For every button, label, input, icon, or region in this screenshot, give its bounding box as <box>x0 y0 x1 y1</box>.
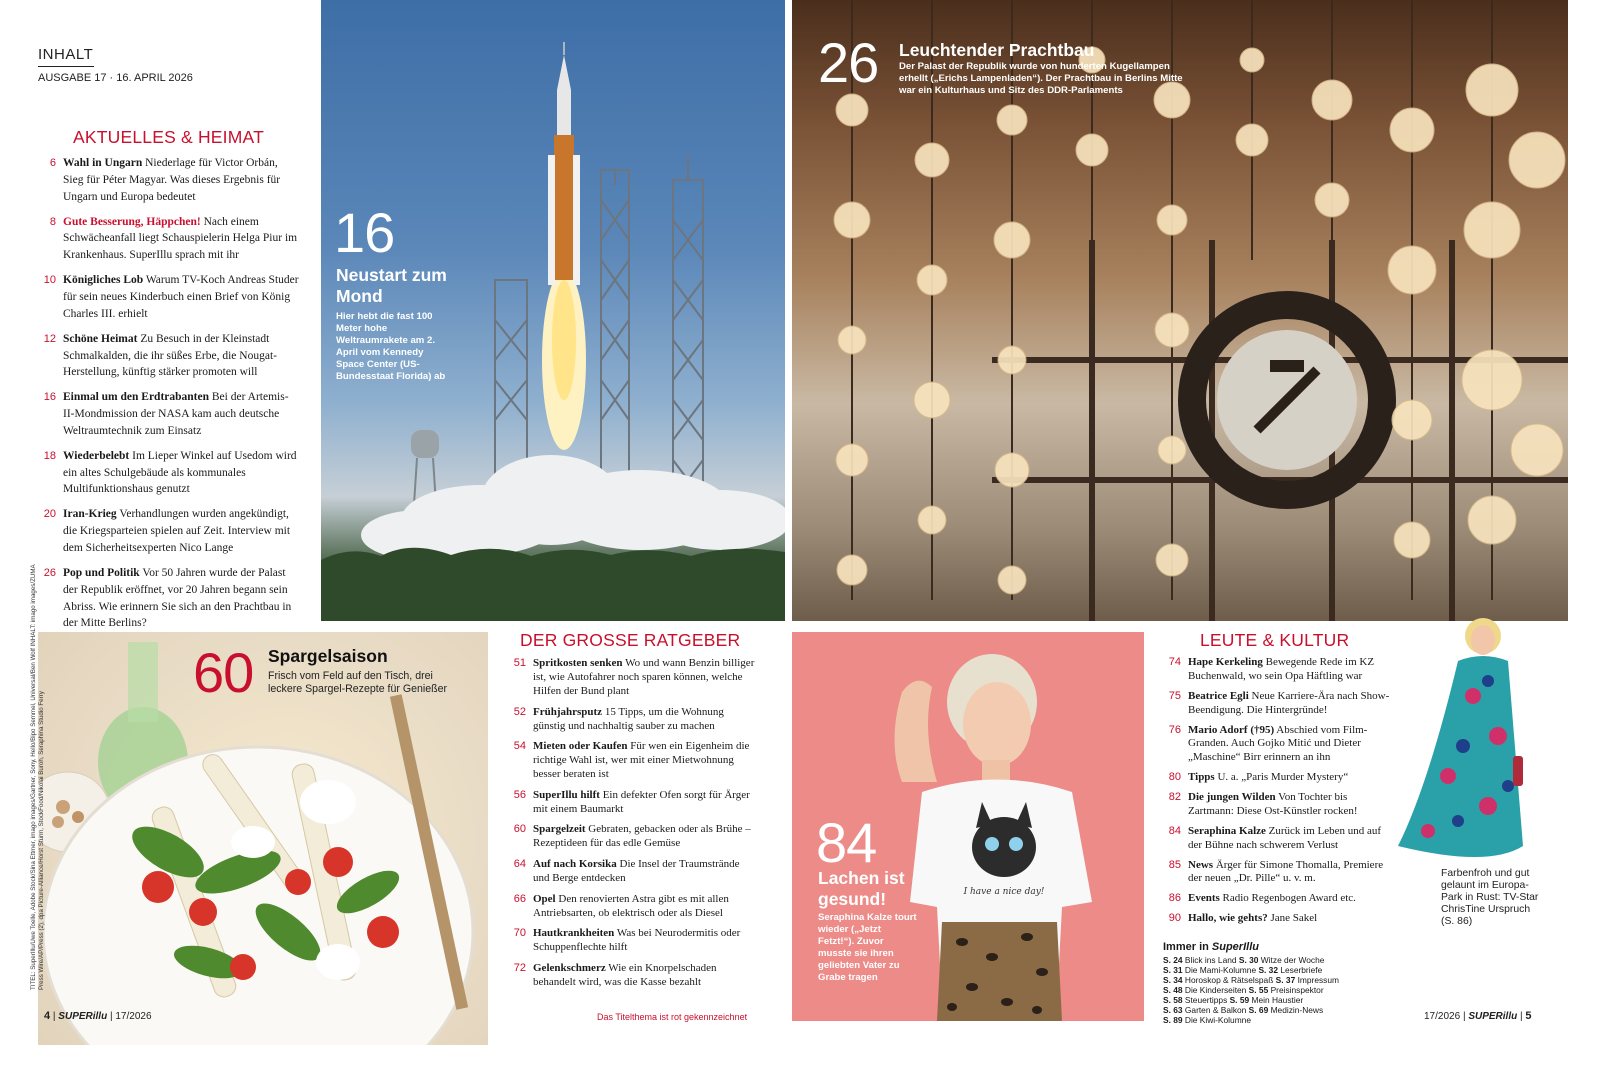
toc-entry-title: Wiederbelebt <box>63 449 130 462</box>
regular-section-row <box>1163 1005 1393 1015</box>
toc-entry-title: Auf nach Korsika <box>533 857 617 870</box>
toc-entry-text <box>1188 859 1395 887</box>
toc-ratgeber-entry[interactable] <box>508 961 758 989</box>
toc-ratgeber-entry[interactable] <box>508 892 758 920</box>
toc-entry-description: Was bei Neurodermitis oder Schuppenflechte hilft <box>533 927 741 954</box>
regular-section-label[interactable]: Medizin-News <box>1270 1005 1324 1015</box>
toc-page-number: 66 <box>513 892 526 905</box>
toc-page-number: 60 <box>513 823 526 836</box>
toc-entry-text <box>533 926 758 954</box>
toc-entry-description: Wo und wann Benzin billiger ist, wie Autofahrer noch sparen können, welche Hilfen der Bund plant <box>533 657 755 697</box>
page-title: INHALT <box>38 46 94 63</box>
toc-entry-title: Gute Besserung, Häppchen! <box>63 215 201 228</box>
regular-section-row <box>1163 955 1393 965</box>
regular-section-row <box>1163 995 1393 1005</box>
toc-entry-text <box>1188 791 1395 819</box>
toc-entry-description: 15 Tipps, um die Wohnung günstig und nachhaltig sauber zu machen <box>533 705 724 732</box>
toc-entry-text <box>1188 724 1395 765</box>
toc-entry-title: Gelenkschmerz <box>533 961 606 974</box>
toc-page-number: 20 <box>43 508 56 521</box>
toc-entry-text <box>533 822 758 850</box>
page-number-left: 4 <box>44 1010 51 1022</box>
toc-leute <box>1163 656 1395 932</box>
regular-section-label[interactable]: Garten & Balkon <box>1184 1005 1247 1015</box>
toc-entry-description: Im Lieper Winkel auf Usedom wird ein altes Schulgebäude als kommunales Multifunktionshaus genutzt <box>63 449 297 496</box>
toc-leute-entry[interactable] <box>1163 724 1395 765</box>
toc-ratgeber-entry[interactable] <box>508 705 758 733</box>
toc-entry-description: Verhandlungen wurden angekündigt, die Kriegsparteien spielen auf Zeit. Interview mit dem Sicherheitsexperten Nico Lange <box>63 508 291 555</box>
regular-section-page: S. 37 <box>1275 975 1296 985</box>
toc-entry-description: Gebraten, gebacken oder als Brühe – Rezeptideen für das edle Gemüse <box>533 823 751 850</box>
toc-entry-text <box>533 656 758 698</box>
toc-entry-text <box>1188 771 1395 785</box>
toc-aktuelles-entry[interactable] <box>38 214 300 264</box>
toc-leute-entry[interactable] <box>1163 791 1395 819</box>
section-heading-aktuelles: AKTUELLES & HEIMAT <box>73 127 264 147</box>
toc-entry-description: Zurück im Leben und auf der Bühne nach schwerem Verlust <box>1188 824 1382 851</box>
footer-right <box>1424 1010 1532 1022</box>
toc-entry-title: Pop und Politik <box>63 567 140 580</box>
regular-section-page: S. 69 <box>1248 1005 1269 1015</box>
toc-entry-text <box>63 565 300 632</box>
toc-entry-title: SuperIllu hilft <box>533 788 600 801</box>
toc-entry-title: Frühjahrsputz <box>533 705 603 718</box>
toc-entry-text <box>63 448 300 498</box>
feature-number-lachen: 84 <box>816 811 877 874</box>
toc-leute-entry[interactable] <box>1163 825 1395 853</box>
toc-entry-description: Ein defekter Ofen sorgt für Ärger mit einem Baumarkt <box>533 788 750 815</box>
toc-page-number: 54 <box>513 740 526 753</box>
toc-page-number: 90 <box>1168 912 1181 925</box>
feature-number-spargel: 60 <box>193 641 254 704</box>
toc-entry-title: Hautkrankheiten <box>533 927 615 940</box>
toc-page-number: 84 <box>1168 824 1181 837</box>
regular-section-label[interactable]: Die Kiwi-Kolumne <box>1184 1015 1251 1025</box>
footer-separator: | <box>52 1011 59 1022</box>
toc-entry-text <box>63 506 300 556</box>
feature-caption-kultur: Farbenfroh und gut gelaunt im Europa-Park in Rust: TV-Star ChrisTine Urspruch (S. 86) <box>1441 868 1539 927</box>
regular-section-page: S. 63 <box>1163 1005 1183 1015</box>
toc-entry-text <box>533 705 758 733</box>
toc-entry-title: Beatrice Egli <box>1188 689 1249 702</box>
toc-aktuelles-entry[interactable] <box>38 331 300 381</box>
feature-title-spargel: Spargelsaison <box>268 646 388 666</box>
toc-entry-text <box>63 214 300 264</box>
toc-entry-title: Spritkosten senken <box>533 657 623 669</box>
toc-page-number: 76 <box>1168 723 1181 736</box>
regular-section-page: S. 55 <box>1248 985 1269 995</box>
toc-leute-entry[interactable] <box>1163 771 1395 785</box>
footer-left <box>44 1010 152 1022</box>
toc-page-number: 51 <box>513 657 526 669</box>
toc-entry-description: U. a. „Paris Murder Mystery“ <box>1214 771 1349 784</box>
toc-ratgeber-entry[interactable] <box>508 656 758 698</box>
toc-entry-title: Spargelzeit <box>533 823 586 836</box>
regular-section-label[interactable]: Blick ins Land <box>1184 955 1237 965</box>
section-heading-ratgeber: DER GROSSE RATGEBER <box>520 630 741 650</box>
regular-sections-box <box>1163 941 1393 1025</box>
toc-aktuelles-entry[interactable] <box>38 155 300 205</box>
feature-title-rocket: Neustart zum Mond <box>336 265 447 306</box>
title-underline <box>38 66 94 67</box>
toc-ratgeber-entry[interactable] <box>508 857 758 885</box>
toc-entry-description: Niederlage für Victor Orbán, Sieg für Péter Magyar. Was dieses Ergebnis für Ungarn und Europa bedeutet <box>63 157 281 203</box>
footer-separator: | <box>109 1011 116 1022</box>
regular-section-row <box>1163 975 1393 985</box>
toc-entry-title: Iran-Krieg <box>63 508 117 521</box>
toc-page-number: 8 <box>49 215 56 228</box>
regular-section-label[interactable]: Steuertipps <box>1184 995 1228 1005</box>
toc-aktuelles <box>38 155 300 640</box>
regular-section-row <box>1163 965 1393 975</box>
toc-entry-description: Zu Besuch in der Kleinstadt Schmalkalden, die ihr süßes Erbe, die Nougat-Herstellung, künftig stärker promoten will <box>63 332 277 379</box>
toc-leute-entry[interactable] <box>1163 892 1395 906</box>
feature-number-palast: 26 <box>818 31 879 94</box>
regular-sections-title <box>1163 941 1393 953</box>
feature-caption-spargel: Frisch vom Feld auf den Tisch, drei leckere Spargel-Rezepte für Genießer <box>268 670 448 695</box>
footer-brand-left: SUPERillu <box>58 1011 108 1022</box>
toc-leute-entry[interactable] <box>1163 690 1395 718</box>
issue-date: AUSGABE 17 · 16. APRIL 2026 <box>38 72 193 84</box>
toc-entry-description: Warum TV-Koch Andreas Studer für sein neues Kinderbuch einen Brief von König Charles III. erhielt <box>63 274 299 320</box>
toc-page-number: 6 <box>49 157 56 169</box>
regular-section-row <box>1163 985 1393 995</box>
toc-aktuelles-entry[interactable] <box>38 389 300 439</box>
toc-entry-title: Königliches Lob <box>63 274 144 287</box>
footer-separator: | <box>1462 1011 1469 1022</box>
toc-leute-entry[interactable] <box>1163 656 1395 684</box>
regular-section-label[interactable]: Impressum <box>1297 975 1339 985</box>
toc-entry-description: Bei der Artemis-II-Mondmission der NASA kam auch deutsche Weltraumtechnik zum Einsatz <box>63 391 289 437</box>
toc-entry-title: News <box>1188 858 1214 871</box>
toc-entry-description: Bewegende Rede im KZ Buchenwald, wo sein Opa Häftling war <box>1188 656 1375 682</box>
toc-entry-description: Ärger für Simone Thomalla, Premiere der neuen „Dr. Pille“ u. v. m. <box>1188 858 1384 885</box>
toc-entry-text <box>63 155 300 205</box>
christine-urspruch-photo[interactable] <box>1388 606 1538 868</box>
toc-ratgeber <box>508 656 758 995</box>
feature-number-rocket: 16 <box>334 201 395 264</box>
regular-sections-title-brand: SuperIllu <box>1211 941 1259 953</box>
toc-entry-title: Wahl in Ungarn <box>63 157 143 169</box>
feature-caption-palast: Der Palast der Republik wurde von hunderten Kugellampen erhellt („Erichs Lampenladen“). Der Prachtbau in Berlins Mitte war ein Kulturhaus und Sitz des DDR-Parlaments <box>899 61 1183 96</box>
feature-caption-rocket: Hier hebt die fast 100 Meter hohe Weltraumrakete am 2. April vom Kennedy Space Center (US-Bundesstaat Florida) ab <box>336 311 446 382</box>
toc-page-number: 82 <box>1168 791 1181 804</box>
toc-entry-text <box>1188 825 1395 853</box>
toc-entry-title: Mieten oder Kaufen <box>533 740 628 753</box>
toc-leute-entry[interactable] <box>1163 859 1395 887</box>
toc-page-number: 75 <box>1168 689 1181 702</box>
regular-section-page: S. 30 <box>1238 955 1259 965</box>
toc-page-number: 18 <box>43 449 56 462</box>
toc-page-number: 85 <box>1168 858 1181 871</box>
toc-page-number: 52 <box>513 705 526 718</box>
toc-entry-description: Den renovierten Astra gibt es mit allen Antriebsarten, ob elektrisch oder als Diesel <box>533 892 729 919</box>
footer-brand-right: SUPERillu <box>1468 1011 1518 1022</box>
toc-entry-title: Hape Kerkeling <box>1188 656 1263 668</box>
toc-entry-text <box>63 331 300 381</box>
toc-ratgeber-entry[interactable] <box>508 739 758 781</box>
feature-title-lachen: Lachen ist gesund! <box>818 868 905 909</box>
toc-aktuelles-entry[interactable] <box>38 448 300 498</box>
toc-entry-text <box>63 272 300 322</box>
toc-entry-title: Tipps <box>1188 771 1215 784</box>
feature-title-palast: Leuchtender Prachtbau <box>899 40 1095 60</box>
toc-entry-description: Vor 50 Jahren wurde der Palast der Republik eröffnet, vor 20 Jahren begann sein Abriss. Wie erinnern Sie sich an den Prachtbau in der Mitte Berlins? <box>63 567 292 630</box>
toc-page-number: 16 <box>43 391 56 404</box>
toc-entry-title: Schöne Heimat <box>63 332 138 345</box>
toc-entry-description: Radio Regenbogen Award etc. <box>1219 892 1356 905</box>
regular-sections-title-prefix: Immer in <box>1163 941 1212 953</box>
toc-ratgeber-entry[interactable] <box>508 822 758 850</box>
toc-page-number: 70 <box>513 927 526 940</box>
footer-separator: | <box>1520 1011 1526 1022</box>
toc-page-number: 10 <box>43 274 56 287</box>
regular-sections-list <box>1163 955 1393 1025</box>
regular-section-page: S. 32 <box>1258 965 1278 975</box>
toc-entry-text <box>1188 892 1395 906</box>
toc-entry-text <box>533 857 758 885</box>
toc-entry-description: Die Insel der Traumstrände und Berge entdecken <box>533 857 740 884</box>
regular-section-page: S. 48 <box>1163 985 1183 995</box>
toc-entry-title: Events <box>1188 892 1220 905</box>
tshirt-print-text: I have a nice day! <box>963 887 1045 897</box>
regular-section-label[interactable]: Witze der Woche <box>1260 955 1325 965</box>
cover-story-note: Das Titelthema ist rot gekennzeichnet <box>597 1012 748 1022</box>
toc-entry-text <box>533 788 758 816</box>
dress-figure-illustration <box>1388 606 1538 868</box>
toc-entry-description: Abschied vom Film-Granden. Auch Gojko Mitić und Dieter „Maschine“ Birr erinnern an ihn <box>1188 723 1368 764</box>
regular-section-page: S. 59 <box>1229 995 1250 1005</box>
section-heading-leute: LEUTE & KULTUR <box>1200 630 1350 650</box>
toc-page-number: 72 <box>513 961 526 974</box>
regular-section-page: S. 89 <box>1163 1015 1183 1025</box>
toc-entry-text <box>1188 912 1395 926</box>
toc-entry-description: Jane Sakel <box>1267 912 1318 925</box>
toc-entry-text <box>1188 656 1395 684</box>
regular-section-label[interactable]: Horoskop & Rätselspaß <box>1184 975 1274 985</box>
toc-page-number: 26 <box>43 567 56 580</box>
toc-entry-description: Nach einem Schwächeanfall liegt Schauspielerin Helga Piur im Krankenhaus. SuperIllu sprach mit ihr <box>63 215 298 262</box>
regular-section-page: S. 24 <box>1163 955 1183 965</box>
toc-page-number: 64 <box>513 857 526 870</box>
toc-entry-title: Die jungen Wilden <box>1188 791 1276 804</box>
regular-section-row <box>1163 1015 1393 1025</box>
toc-ratgeber-entry[interactable] <box>508 926 758 954</box>
toc-entry-title: Mario Adorf (†95) <box>1188 723 1275 736</box>
toc-page-number: 74 <box>1168 656 1181 668</box>
toc-ratgeber-entry[interactable] <box>508 788 758 816</box>
toc-page-number: 86 <box>1168 892 1181 905</box>
regular-section-label[interactable]: Mein Haustier <box>1251 995 1304 1005</box>
toc-page-number: 56 <box>513 788 526 801</box>
toc-entry-title: Hallo, wie gehts? <box>1188 912 1268 925</box>
toc-entry-title: Seraphina Kalze <box>1188 824 1266 837</box>
regular-section-label[interactable]: Die Mami-Kolumne <box>1184 965 1257 975</box>
feature-caption-lachen: Seraphina Kalze tourt wieder („Jetzt Fetzt!“). Zuvor musste sie ihren geliebten Vater zu Grabe tragen <box>818 912 917 983</box>
toc-entry-title: Opel <box>533 892 556 905</box>
toc-entry-text <box>533 892 758 920</box>
regular-section-label[interactable]: Preisinspektor <box>1270 985 1324 995</box>
regular-section-page: S. 58 <box>1163 995 1183 1005</box>
toc-aktuelles-entry[interactable] <box>38 272 300 322</box>
toc-page-number: 80 <box>1168 771 1181 784</box>
toc-aktuelles-entry[interactable] <box>38 506 300 556</box>
regular-section-label[interactable]: Leserbriefe <box>1280 965 1323 975</box>
toc-aktuelles-entry[interactable] <box>38 565 300 632</box>
toc-entry-text <box>533 739 758 781</box>
toc-entry-description: Von Tochter bis Zartmann: Diese Ost-Künstler rocken! <box>1188 791 1358 817</box>
toc-entry-description: Neue Karriere-Ära nach Show-Beendigung. Die Hintergründe! <box>1188 689 1390 716</box>
toc-entry-title: Einmal um den Erdtrabanten <box>63 391 210 404</box>
toc-entry-text <box>533 961 758 989</box>
toc-entry-description: Wie ein Knorpelschaden behandelt wird, was die Kasse bezahlt <box>533 961 717 988</box>
photo-credits: TITEL: SuperIllu/Uwe Toelle, Adobe Stock/Sina Ettmer, imago images/Gartner, Sony, Hello/Bipo Semmel, Universal/Ben Wolf INHALT: imago images/ZUMA Press Wire/AP/Press (2), dpa Picture-Alliance/Horst Sturm, StockFood/Nikolai Buroh, Seraphina Studio Ferry <box>30 564 45 990</box>
toc-page-number: 12 <box>43 332 56 345</box>
toc-leute-entry[interactable] <box>1163 912 1395 926</box>
regular-section-page: S. 34 <box>1163 975 1183 985</box>
toc-entry-text <box>63 389 300 439</box>
regular-section-page: S. 31 <box>1163 965 1183 975</box>
footer-issue-right: 17/2026 <box>1424 1011 1461 1022</box>
toc-entry-description: Für wen ein Eigenheim die richtige Wahl ist, wer mit einer Mietwohnung besser beraten ist <box>533 740 750 781</box>
toc-entry-text <box>1188 690 1395 718</box>
page-number-right: 5 <box>1525 1010 1532 1022</box>
footer-issue-left: 17/2026 <box>115 1011 152 1022</box>
regular-section-label[interactable]: Die Kinderseiten <box>1184 985 1247 995</box>
